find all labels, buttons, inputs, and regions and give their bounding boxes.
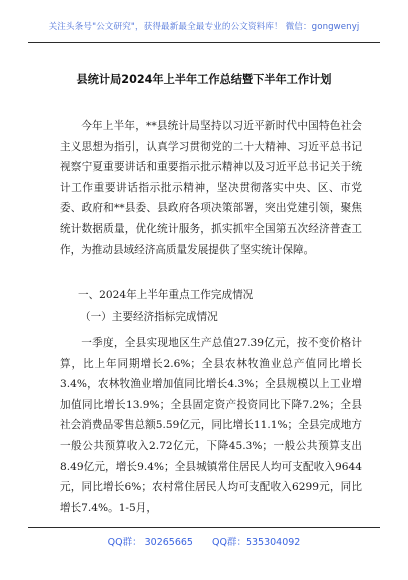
header-promo-text: 关注头条号"公文研究"，获得最新最全最专业的公文资料库！ 微信：gongwenyj (48, 22, 360, 32)
footer-divider (28, 527, 380, 528)
section-heading: 一、2024年上半年重点工作完成情况 (78, 289, 254, 301)
intro-paragraph: 今年上半年，**县统计局坚持以习近平新时代中国特色社会主义思想为指引，认真学习贯彻党的二十大精神、习近平总书记视察宁夏重要讲话和重要指示批示精神以及习近平总书记关于统计工作重要讲话指示批示精神，坚决贯彻落实中央、区、市党委、政府和**县委、县政府各项决策部署，突出党建引领，聚焦统计数据质量，优化统计服务，抓实抓牢全国第五次经济普查工作，为推动县域经济高质量发展提供了坚实统计保障。 (60, 120, 362, 256)
qq-group-1: QQ群： 30265665 (107, 537, 193, 548)
section-body-paragraph: 一季度，全县实现地区生产总值27.39亿元，按不变价格计算，比上年同期增长2.6%；全县农林牧渔业总产值同比增长3.4%，农林牧渔业增加值同比增长4.3%；全县规模以上工业增加值同比增长13.9%；全县固定资产投资同比下降7.2%；全县社会消费品零售总额5.59亿元，同比增长11.1%；全县完成地方一般公共预算收入2.72亿元，下降45.3%；一般公共预算支出8.49亿元，增长9.4%；全县城镇常住居民人均可支配收入9644元，同比增长6%；农村常住居民人均可支配收入6299元，同比增长7.4%。1-5月， (60, 337, 362, 514)
subsection-heading: （一）主要经济指标完成情况 (80, 311, 218, 323)
qq-group-2: QQ群：535304092 (212, 537, 301, 548)
header-divider (28, 42, 380, 43)
document-title: 县统计局2024年上半年工作总结暨下半年工作计划 (76, 73, 332, 86)
footer-qq-groups (0, 534, 408, 548)
